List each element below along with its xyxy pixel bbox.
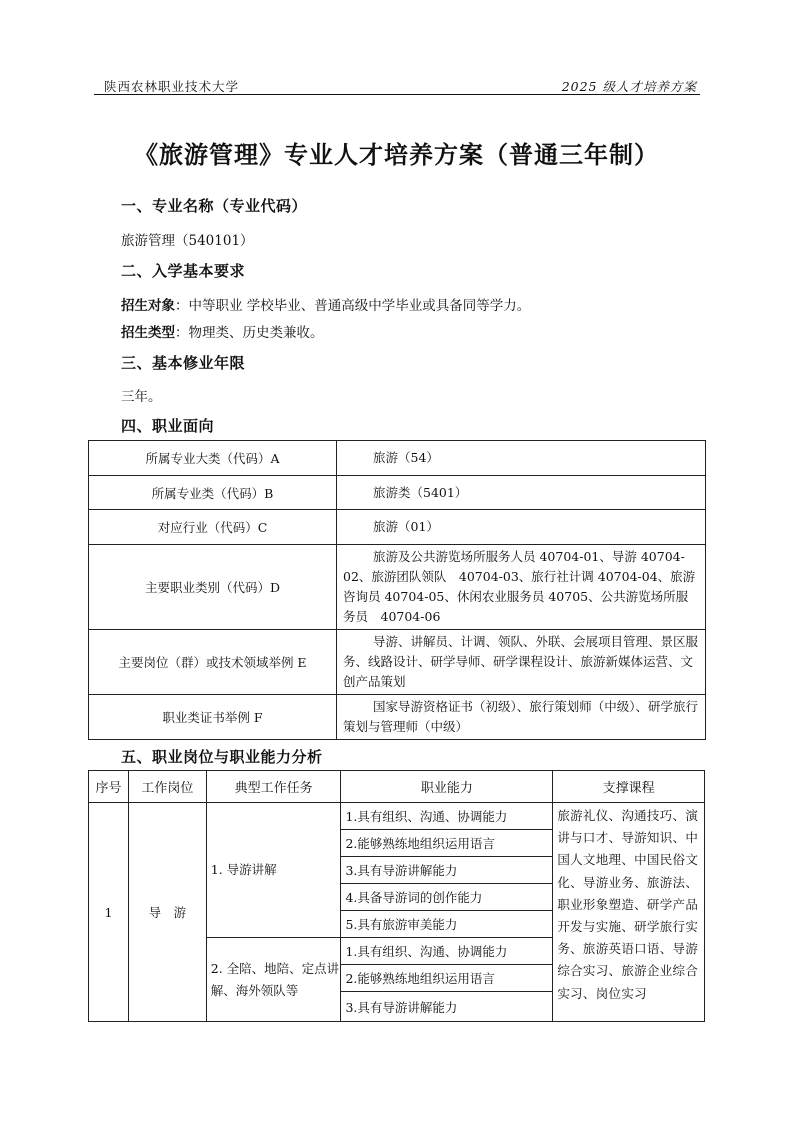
row-value: 导游、讲解员、计调、领队、外联、会展项目管理、景区服务、线路设计、研学导师、研学课程设计、旅游新媒体运营、文创产品策划 (337, 630, 706, 695)
ability: 5.具有旅游审美能力 (341, 911, 553, 938)
table-row (89, 441, 706, 476)
enrollment-target-text: ：中等职业 学校毕业、普通高级中学毕业或具备同等学力。 (175, 298, 531, 314)
column-header: 职业能力 (341, 771, 553, 803)
column-header: 工作岗位 (128, 771, 206, 803)
header-school-name: 陕西农林职业技术大学 (104, 79, 240, 94)
supporting-courses: 旅游礼仪、沟通技巧、演讲与口才、导游知识、中国人文地理、中国民俗文化、导游业务、旅游法、职业形象塑造、研学产品开发与实施、研学旅行实务、旅游英语口语、导游综合实习、旅游企业综合实习、岗位实习 (553, 803, 705, 1022)
typical-task: 2. 全陪、地陪、定点讲解、海外领队等 (206, 938, 341, 1022)
section-2-heading: 二、入学基本要求 (121, 262, 246, 280)
column-header: 支撑课程 (553, 771, 705, 803)
row-number: 1 (89, 803, 129, 1022)
job-ability-table (88, 770, 705, 1022)
enrollment-type-text: ：物理类、历史类兼收。 (175, 325, 324, 341)
enrollment-target (121, 294, 530, 314)
row-value: 旅游（54） (337, 441, 706, 476)
row-value: 旅游（01） (337, 510, 706, 545)
section-5-heading: 五、职业岗位与职业能力分析 (121, 748, 323, 766)
ability: 3.具有导游讲解能力 (341, 857, 553, 884)
table-row (89, 545, 706, 630)
table-header-row (89, 771, 705, 803)
document-title: 《旅游管理》专业人才培养方案（普通三年制） (134, 140, 659, 169)
row-value: 旅游及公共游览场所服务人员 40704-01、导游 40704-02、旅游团队领队 40704-03、旅行社计调 40704-04、旅游咨询员 40704-05、休闲农业服务员 40705、公共游览场所服务员 40704-06 (337, 545, 706, 630)
row-key: 所属专业大类（代码）A (89, 441, 337, 476)
row-key: 主要职业类别（代码）D (89, 545, 337, 630)
row-value: 旅游类（5401） (337, 476, 706, 510)
row-key: 主要岗位（群）或技术领域举例 E (89, 630, 337, 695)
section-1-heading: 一、专业名称（专业代码） (121, 197, 308, 215)
column-header: 典型工作任务 (206, 771, 341, 803)
typical-task: 1. 导游讲解 (206, 803, 341, 938)
column-header: 序号 (89, 771, 129, 803)
ability: 1.具有组织、沟通、协调能力 (341, 938, 553, 965)
section-1-body: 旅游管理（540101） (121, 233, 254, 249)
row-key: 对应行业（代码）C (89, 510, 337, 545)
header-divider (94, 94, 700, 95)
ability: 1.具有组织、沟通、协调能力 (341, 803, 553, 830)
row-value: 国家导游资格证书（初级）、旅行策划师（中级）、研学旅行策划与管理师（中级） (337, 695, 706, 740)
job-post: 导 游 (128, 803, 206, 1022)
table-row (89, 476, 706, 510)
section-3-heading: 三、基本修业年限 (121, 354, 246, 372)
career-orientation-table (88, 440, 706, 740)
ability: 2.能够熟练地组织运用语言 (341, 830, 553, 857)
row-key: 职业类证书举例 F (89, 695, 337, 740)
table-row (89, 510, 706, 545)
ability: 4.具备导游词的创作能力 (341, 884, 553, 911)
enrollment-type-label: 招生类型 (121, 325, 175, 341)
ability: 2.能够熟练地组织运用语言 (341, 965, 553, 992)
row-key: 所属专业类（代码）B (89, 476, 337, 510)
section-4-heading: 四、职业面向 (121, 417, 215, 435)
header-plan-label: 2025 级人才培养方案 (561, 79, 697, 94)
ability: 3.具有导游讲解能力 (341, 992, 553, 1022)
table-row (89, 630, 706, 695)
table-row (89, 695, 706, 740)
section-3-body: 三年。 (121, 389, 162, 405)
enrollment-target-label: 招生对象 (121, 298, 175, 314)
table-row (89, 803, 705, 830)
enrollment-type (121, 321, 324, 341)
